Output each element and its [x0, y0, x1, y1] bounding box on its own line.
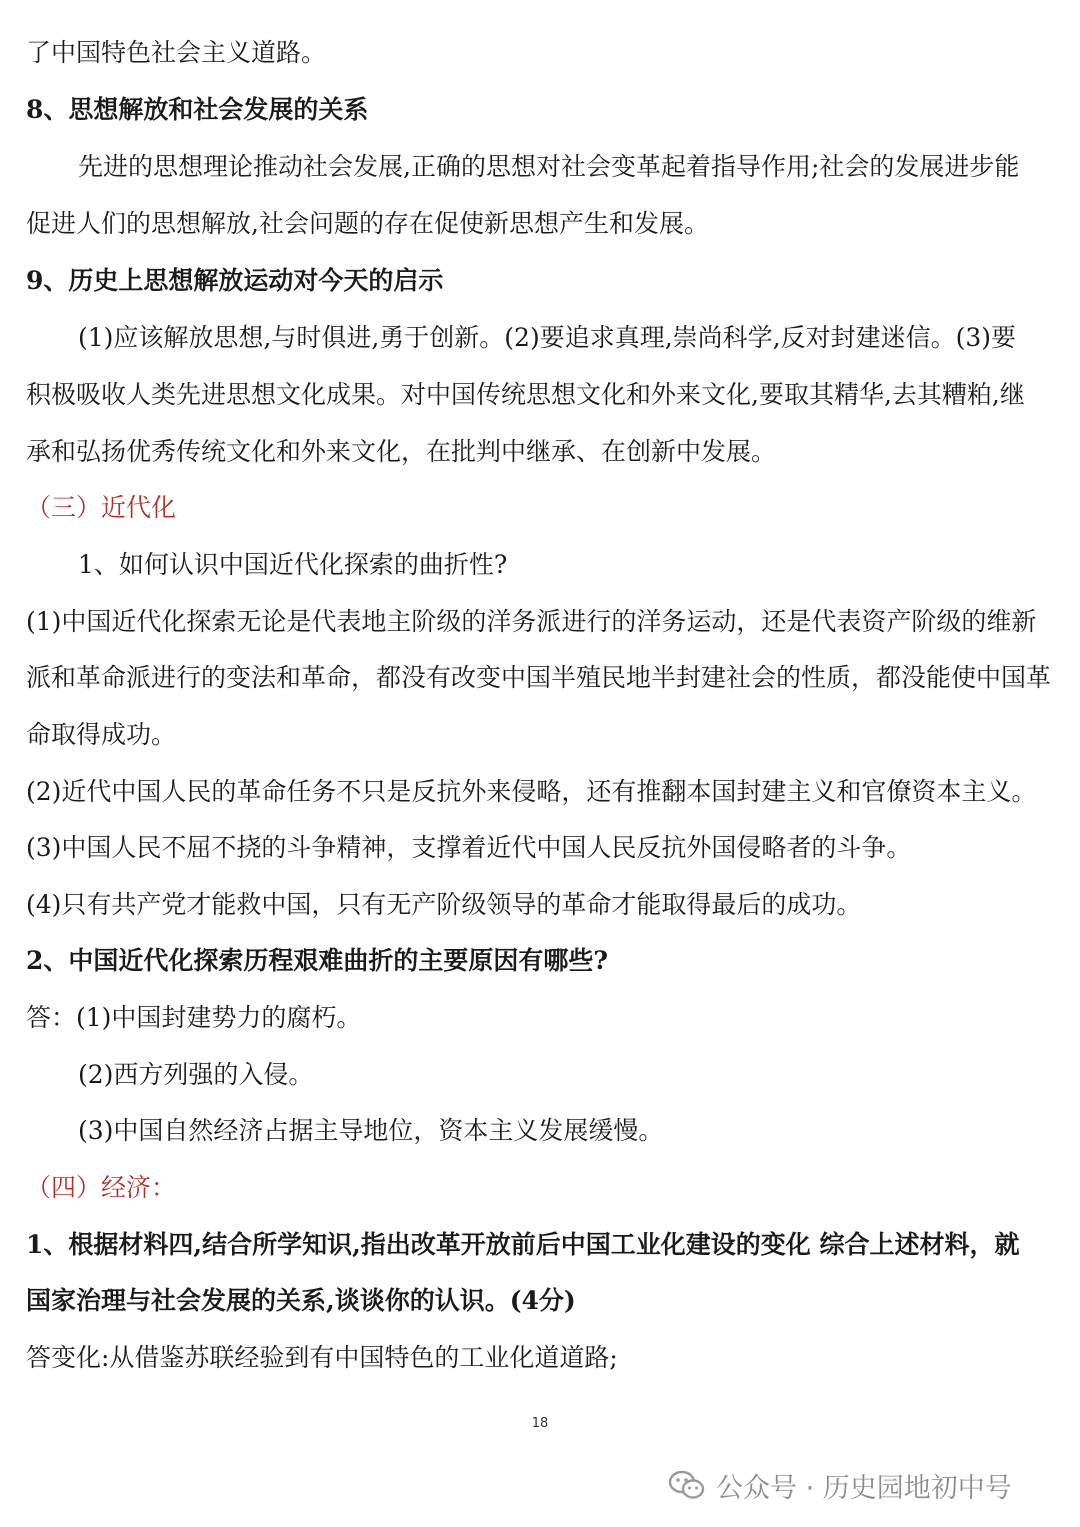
- wechat-icon: [668, 1469, 706, 1501]
- text-line: (1)中国近代化探索无论是代表地主阶级的洋务派进行的洋务运动，还是代表资产阶级的维新: [26, 607, 1037, 636]
- watermark-text: 公众号 · 历史园地初中号: [716, 1472, 1012, 1504]
- text-line: 承和弘扬优秀传统文化和外来文化，在批判中继承、在创新中发展。: [26, 437, 777, 466]
- text-line: 了中国特色社会主义道路。: [26, 38, 327, 67]
- text-line: (2)近代中国人民的革命任务不只是反抗外来侵略，还有推翻本国封建主义和官僚资本主义。: [26, 777, 1037, 806]
- question-line: 1、如何认识中国近代化探索的曲折性?: [78, 550, 508, 579]
- text-line: 积极吸收人类先进思想文化成果。对中国传统思想文化和外来文化,要取其精华,去其糟粕,继: [26, 380, 1025, 409]
- heading-line: 国家治理与社会发展的关系,谈谈你的认识。(4分): [26, 1286, 576, 1315]
- answer-line: (2)西方列强的入侵。: [78, 1060, 314, 1089]
- section-heading: （四）经济：: [26, 1173, 177, 1202]
- heading-line: 8、思想解放和社会发展的关系: [26, 95, 369, 124]
- answer-line: 答：(1)中国封建势力的腐朽。: [26, 1003, 362, 1032]
- answer-line: (3)中国自然经济占据主导地位，资本主义发展缓慢。: [78, 1116, 664, 1145]
- text-line: 命取得成功。: [26, 720, 177, 749]
- text-line: 先进的思想理论推动社会发展,正确的思想对社会变革起着指导作用;社会的发展进步能: [78, 152, 1020, 181]
- page-number: 18: [531, 1416, 549, 1431]
- heading-line: 1、根据材料四,结合所学知识,指出改革开放前后中国工业化建设的变化 综合上述材料，就: [26, 1230, 1020, 1259]
- text-line: (1)应该解放思想,与时俱进,勇于创新。(2)要追求真理,崇尚科学,反对封建迷信。(3)要: [78, 323, 1017, 352]
- text-line: 派和革命派进行的变法和革命，都没有改变中国半殖民地半封建社会的性质，都没能使中国革: [26, 663, 1052, 692]
- text-line: (3)中国人民不屈不挠的斗争精神，支撑着近代中国人民反抗外国侵略者的斗争。: [26, 833, 912, 862]
- text-line: 促进人们的思想解放,社会问题的存在促使新思想产生和发展。: [26, 209, 709, 238]
- section-heading: （三）近代化: [26, 493, 177, 522]
- heading-line: 9、历史上思想解放运动对今天的启示: [26, 266, 444, 295]
- answer-line: 答变化:从借鉴苏联经验到有中国特色的工业化道道路;: [26, 1343, 618, 1372]
- heading-line: 2、中国近代化探索历程艰难曲折的主要原因有哪些?: [26, 946, 609, 975]
- watermark: [668, 1463, 1012, 1507]
- text-line: (4)只有共产党才能救中国，只有无产阶级领导的革命才能取得最后的成功。: [26, 890, 862, 919]
